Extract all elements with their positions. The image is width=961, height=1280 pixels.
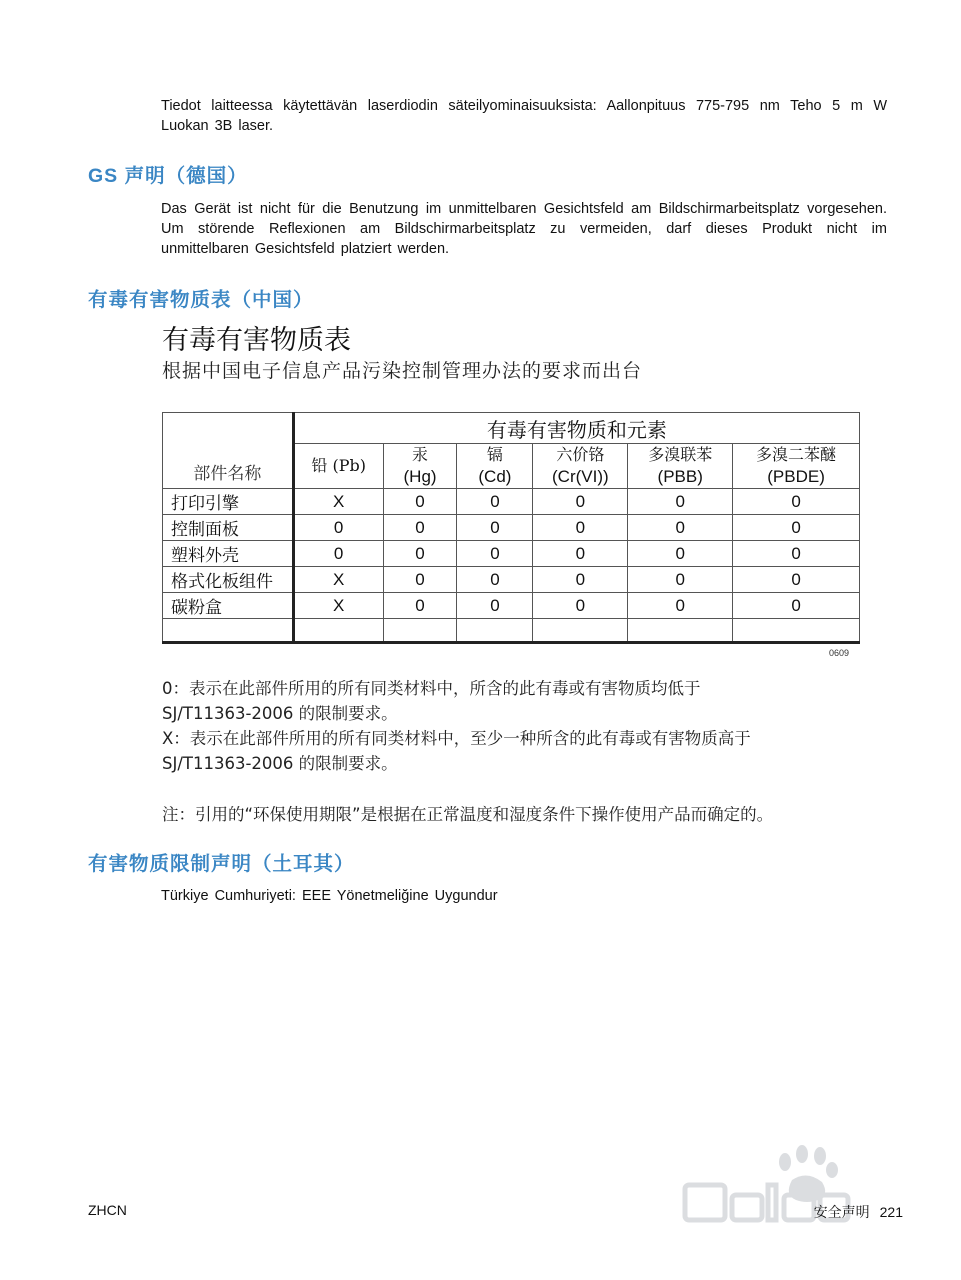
note-zero-line2: SJ/T11363-2006 的限制要求。 [162,704,398,723]
table-row-empty [163,619,860,643]
note-x-line2: SJ/T11363-2006 的限制要求。 [162,754,398,773]
table-cell: 0 [733,515,860,541]
part-name-header: 部件名称 [163,413,294,489]
table-row [163,515,860,541]
column-header-hg: 汞 (Hg) [383,444,457,489]
footer-section: 安全声明 [813,1204,870,1220]
table-row [163,593,860,619]
table-cell: 0 [733,489,860,515]
row-name: 打印引擎 [163,489,294,515]
row-name: 塑料外壳 [163,541,294,567]
hazard-heading: 有毒有害物质表（中国） [88,289,314,311]
substances-group-header: 有毒有害物质和元素 [293,413,859,444]
table-cell: 0 [533,567,628,593]
table-cell: 0 [733,567,860,593]
table-row [163,567,860,593]
table-cell: 0 [457,541,533,567]
column-header-cr6: 六价铬 (Cr(VI)) [533,444,628,489]
table-cell: 0 [628,541,733,567]
table-code: 0609 [829,648,850,658]
table-cell: X [293,489,383,515]
table-cell: 0 [457,567,533,593]
baidu-watermark-icon [680,1140,910,1240]
row-name: 控制面板 [163,515,294,541]
table-cell: 0 [383,489,457,515]
table-cell: 0 [293,541,383,567]
table-row [163,489,860,515]
gs-paragraph: Das Gerät ist nicht für die Benutzung im unmittelbaren Gesichtsfeld am Bildschirmarbeitsplatz vorgesehen. Um störende Reflexionen am Bildschirmarbeitsplatz zu vermeiden, darf dieses Produkt nicht im unmittelbaren Gesichtsfeld platziert werden. [161,201,887,257]
table-cell: 0 [383,515,457,541]
column-header-pb: 铅 (Pb) [293,444,383,489]
table-cell: 0 [533,541,628,567]
table-cell: 0 [628,515,733,541]
table-cell: 0 [383,541,457,567]
table-cell: 0 [293,515,383,541]
table-cell: 0 [533,489,628,515]
table-cell: 0 [457,593,533,619]
table-cell: 0 [457,515,533,541]
table-cell: 0 [733,593,860,619]
footnote: 注：引用的“环保使用期限”是根据在正常温度和湿度条件下操作使用产品而确定的。 [162,805,774,824]
hazard-table-subtitle: 根据中国电子信息产品污染控制管理办法的要求而出台 [162,360,643,382]
footer-page-info [814,1202,903,1222]
gs-heading: GS 声明（德国） [88,165,248,187]
row-name: 格式化板组件 [163,567,294,593]
footer-locale: ZHCN [88,1202,127,1218]
column-header-cd: 镉 (Cd) [457,444,533,489]
table-cell: 0 [628,593,733,619]
note-x-line1: X：表示在此部件所用的所有同类材料中，至少一种所含的此有毒或有害物质高于 [162,729,751,748]
table-cell: X [293,593,383,619]
table-cell: 0 [383,567,457,593]
column-header-pbb: 多溴联苯 (PBB) [628,444,733,489]
table-cell: 0 [533,515,628,541]
table-cell: 0 [457,489,533,515]
turkey-paragraph: Türkiye Cumhuriyeti: EEE Yönetmeliğine Uygundur [161,888,498,904]
laser-info-paragraph: Tiedot laitteessa käytettävän laserdiodin säteilyominaisuuksista: Aallonpituus 775-795 nm Teho 5 m W Luokan 3B laser. [161,98,887,134]
table-cell: 0 [733,541,860,567]
footer-page-number: 221 [879,1204,903,1220]
table-cell: 0 [383,593,457,619]
table-cell: X [293,567,383,593]
turkey-heading: 有害物质限制声明（土耳其） [88,853,355,875]
table-cell: 0 [533,593,628,619]
column-header-pbde: 多溴二苯醚 (PBDE) [733,444,860,489]
table-row [163,541,860,567]
table-cell: 0 [628,567,733,593]
row-name: 碳粉盒 [163,593,294,619]
hazard-table [162,412,860,644]
hazard-table-title: 有毒有害物质表 [162,325,351,356]
table-cell: 0 [628,489,733,515]
note-zero-line1: 0：表示在此部件所用的所有同类材料中，所含的此有毒或有害物质均低于 [162,679,701,698]
